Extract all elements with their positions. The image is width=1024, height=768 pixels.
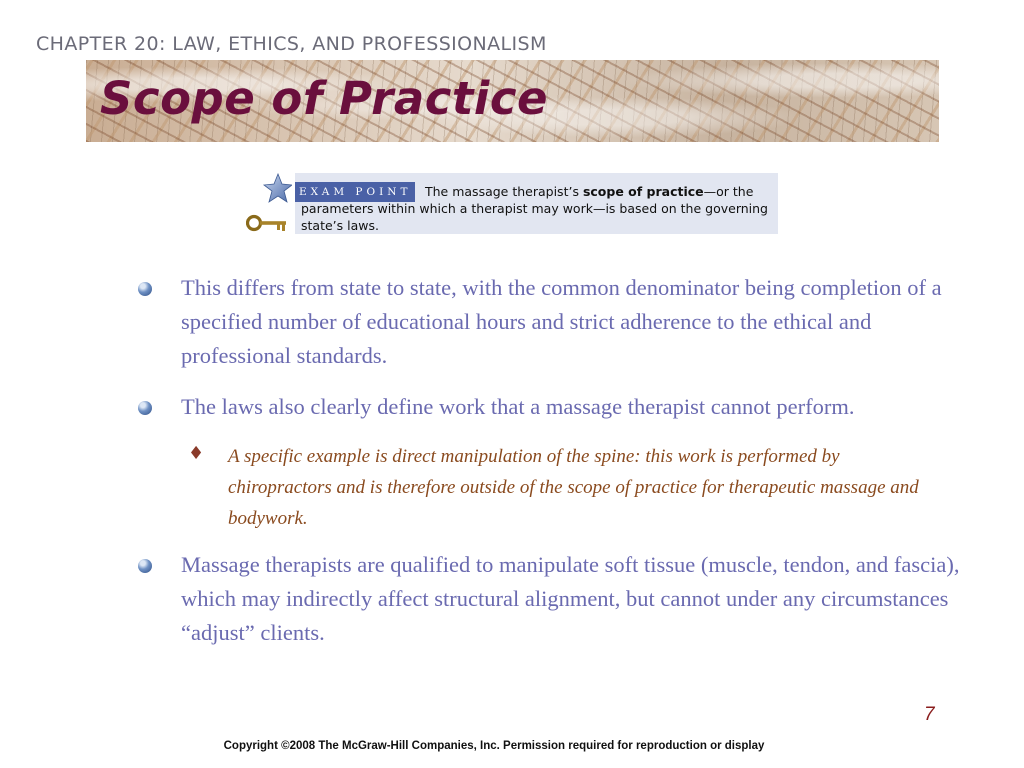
- bullet-icon: [138, 559, 152, 573]
- copyright-notice: Copyright ©2008 The McGraw-Hill Companies, Inc. Permission required for reproduction or display: [223, 740, 765, 752]
- sub-bullet-text: A specific example is direct manipulation of the spine: this work is performed by chiropractors and is therefore outside of the scope of practice for therapeutic massage and bodywork.: [228, 446, 919, 529]
- exam-point-callout: [246, 173, 778, 234]
- bullet-icon: [138, 401, 152, 415]
- star-icon: [258, 173, 292, 203]
- bullet-icon: [138, 282, 152, 296]
- exam-text-rest: —or the parameters within which a therapist may work—is based on the governing state’s laws.: [301, 184, 768, 233]
- exam-point-text: [301, 183, 779, 234]
- diamond-icon: ♦: [188, 443, 205, 464]
- exam-point-label: EXAM POINT: [295, 182, 415, 202]
- exam-text-term: scope of practice: [582, 184, 704, 199]
- key-icon: [246, 213, 290, 233]
- page-number: 7: [924, 704, 935, 725]
- exam-point-box: [295, 173, 778, 234]
- exam-text-intro: The massage therapist’s: [425, 184, 583, 199]
- bullet-text: Massage therapists are qualified to manipulate soft tissue (muscle, tendon, and fascia), which may indirectly affect structural alignment, but cannot under any circumstances “adjust” clients.: [181, 552, 960, 645]
- bullet-text: The laws also clearly define work that a massage therapist cannot perform.: [181, 394, 855, 419]
- slide-title: Scope of Practice: [100, 72, 549, 125]
- title-banner: [86, 60, 939, 142]
- chapter-heading: CHAPTER 20: LAW, ETHICS, AND PROFESSIONALISM: [36, 33, 547, 55]
- bullet-text: This differs from state to state, with the common denominator being completion of a specified number of educational hours and strict adherence to the ethical and professional standards.: [181, 275, 942, 368]
- exam-point-icons: [246, 173, 294, 234]
